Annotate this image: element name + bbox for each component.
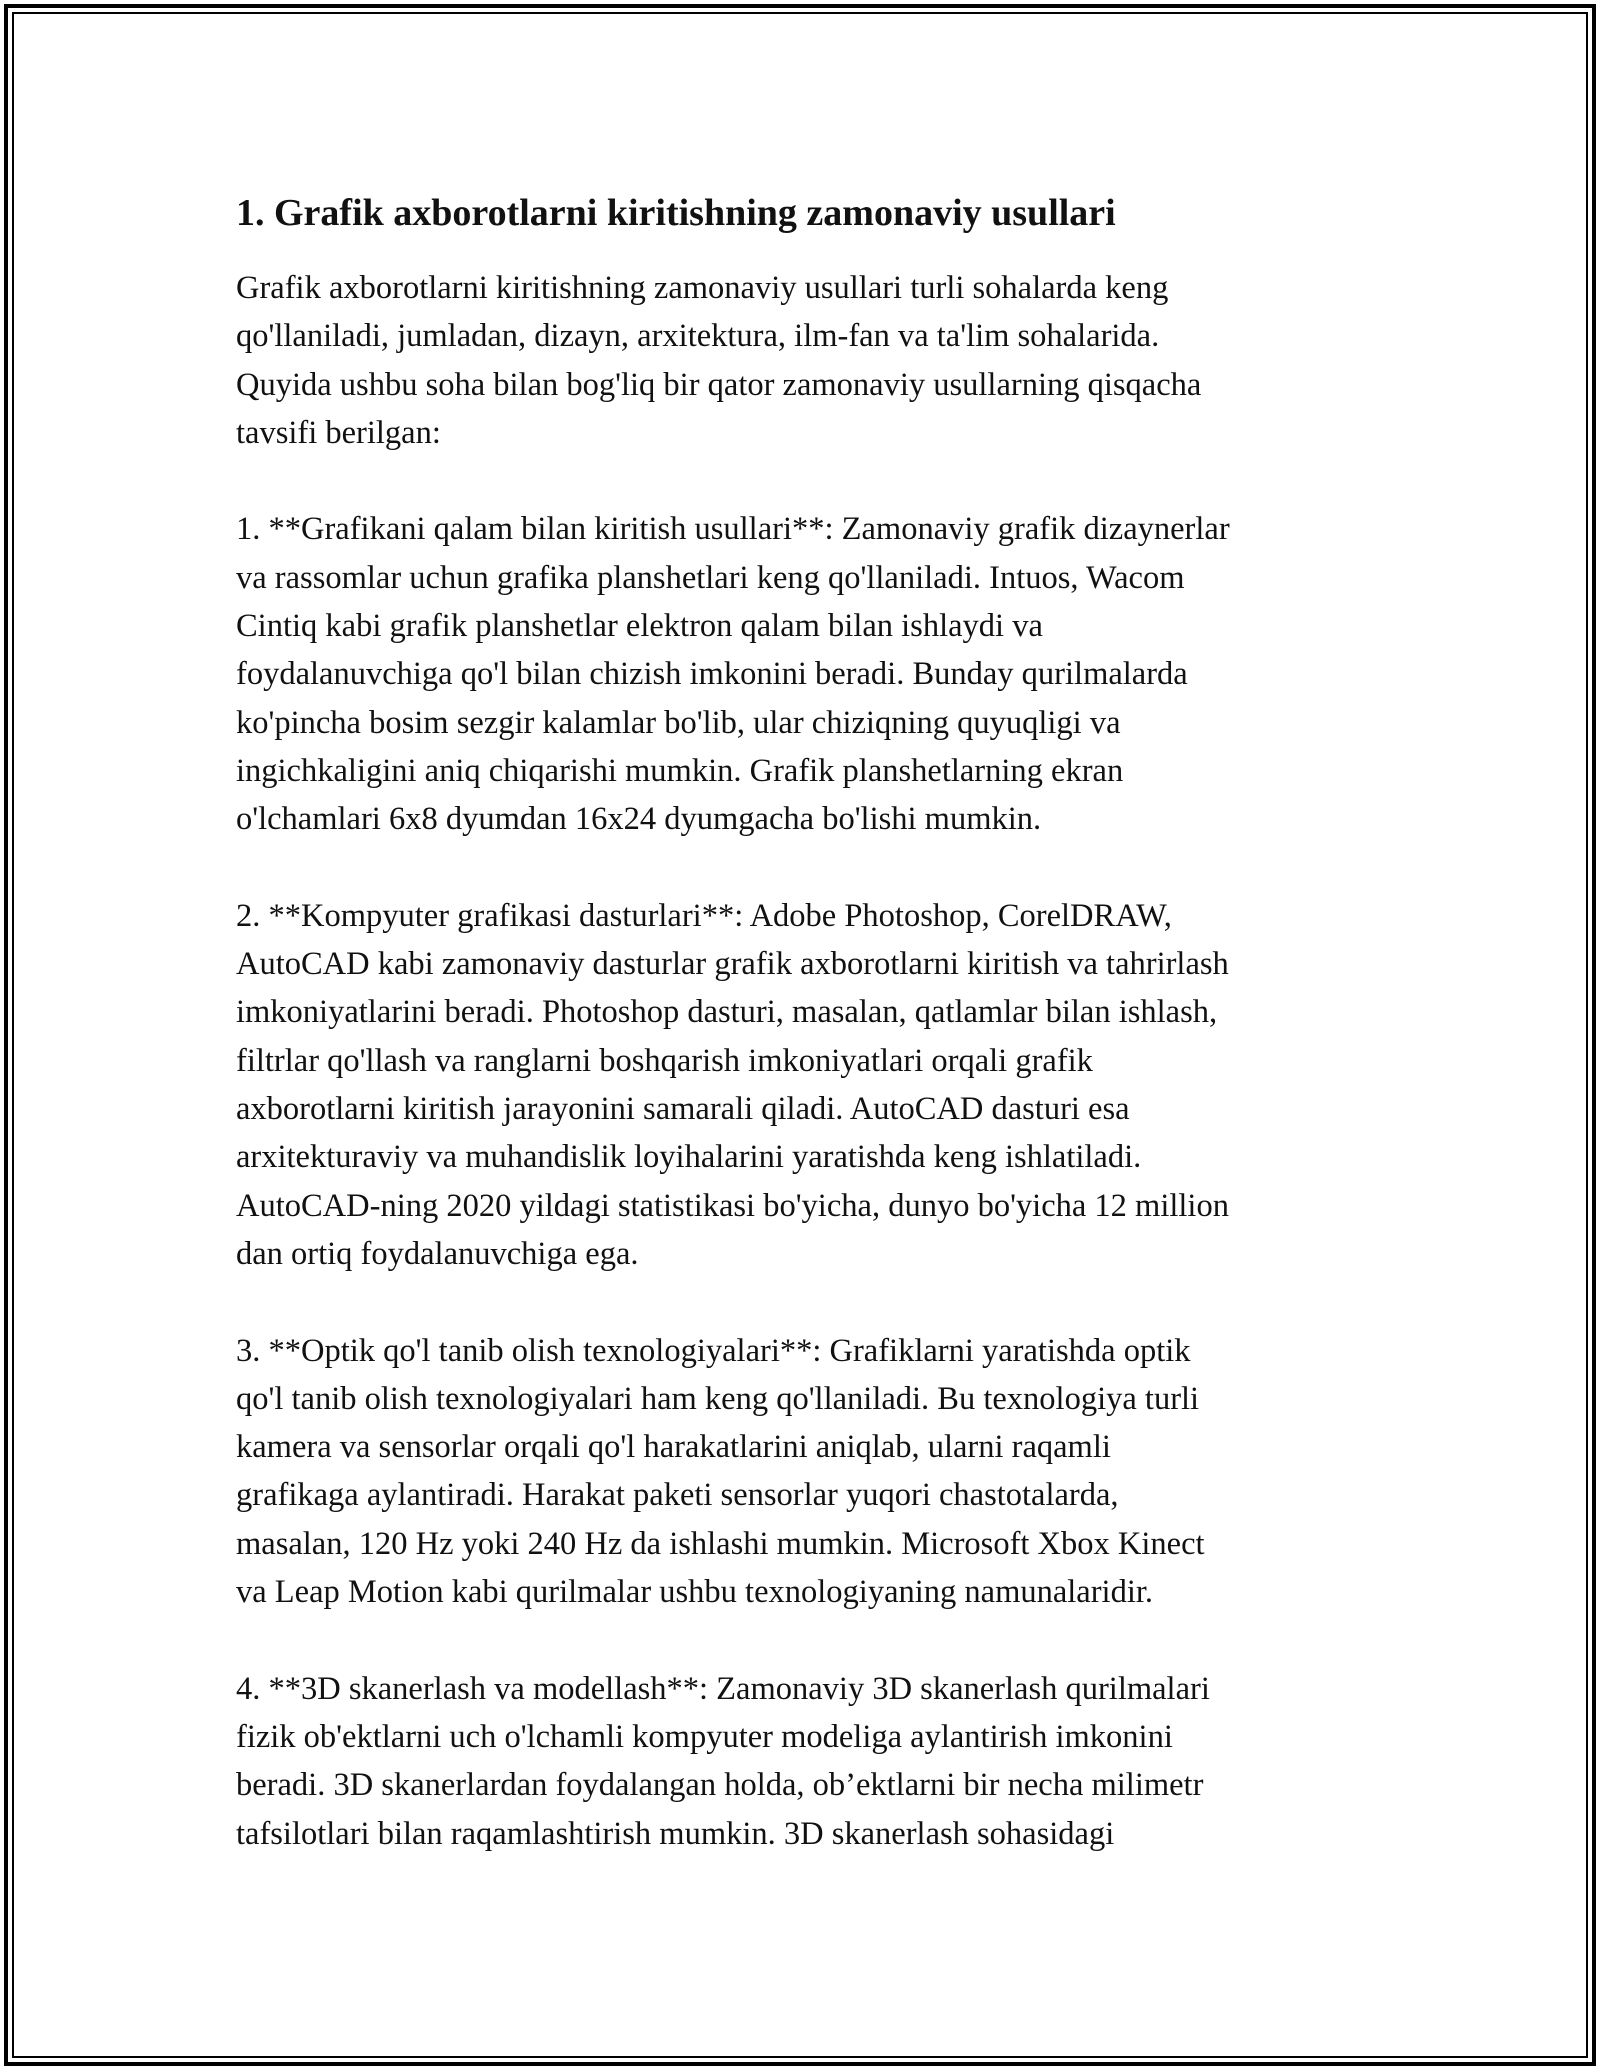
document-body: [236, 188, 1366, 1906]
list-item-pen-input: 1. **Grafikani qalam bilan kiritish usullari**: Zamonaviy grafik dizaynerlar va rassomlar uchun grafika planshetlari keng qo'llaniladi. Intuos, Wacom Cintiq kabi grafik planshetlar elektron qalam bilan ishlaydi va foydalanuvchiga qo'l bilan chizish imkonini beradi. Bunday qurilmalarda ko'pincha bosim sezgir kalamlar bo'lib, ular chiziqning quyuqligi va ingichkaligini aniq chiqarishi mumkin. Grafik planshetlarning ekran o'lchamlari 6x8 dyumdan 16x24 dyumgacha bo'lishi mumkin.: [236, 511, 1230, 838]
list-item-optical-hand-recognition: 3. **Optik qo'l tanib olish texnologiyalari**: Grafiklarni yaratishda optik qo'l tanib olish texnologiyalari ham keng qo'llaniladi. Bu texnologiya turli kamera va sensorlar orqali qo'l harakatlarini aniqlab, ularni raqamli grafikaga aylantiradi. Harakat paketi sensorlar yuqori chastotalarda, masalan, 120 Hz yoki 240 Hz da ishlashi mumkin. Microsoft Xbox Kinect va Leap Motion kabi qurilmalar ushbu texnologiyaning namunalaridir.: [236, 1332, 1205, 1611]
section-heading: 1. Grafik axborotlarni kiritishning zamonaviy usullari: [236, 192, 1116, 234]
list-item-3d-scanning: 4. **3D skanerlash va modellash**: Zamonaviy 3D skanerlash qurilmalari fizik ob'ektlarni uch o'lchamli kompyuter modeliga aylantirish imkonini beradi. 3D skanerlardan foydalangan holda, ob’ektlarni bir necha milimetr tafsilotlari bilan raqamlashtirish mumkin. 3D skanerlash sohasidagi: [236, 1670, 1210, 1852]
list-item-graphics-software: 2. **Kompyuter grafikasi dasturlari**: Adobe Photoshop, CorelDRAW, AutoCAD kabi zamonaviy dasturlar grafik axborotlarni kiritish va tahrirlash imkoniyatlarini beradi. Photoshop dasturi, masalan, qatlamlar bilan ishlash, filtrlar qo'llash va ranglarni boshqarish imkoniyatlari orqali grafik axborotlarni kiritish jarayonini samarali qiladi. AutoCAD dasturi esa arxitekturaviy va muhandislik loyihalarini yaratishda keng ishlatiladi. AutoCAD-ning 2020 yildagi statistikasi bo'yicha, dunyo bo'yicha 12 million dan ortiq foydalanuvchiga ega.: [236, 897, 1229, 1272]
intro-paragraph: Grafik axborotlarni kiritishning zamonaviy usullari turli sohalarda keng qo'llaniladi, jumladan, dizayn, arxitektura, ilm-fan va ta'lim sohalarida. Quyida ushbu soha bilan bog'liq bir qator zamonaviy usullarning qisqacha tavsifi berilgan:: [236, 270, 1202, 451]
